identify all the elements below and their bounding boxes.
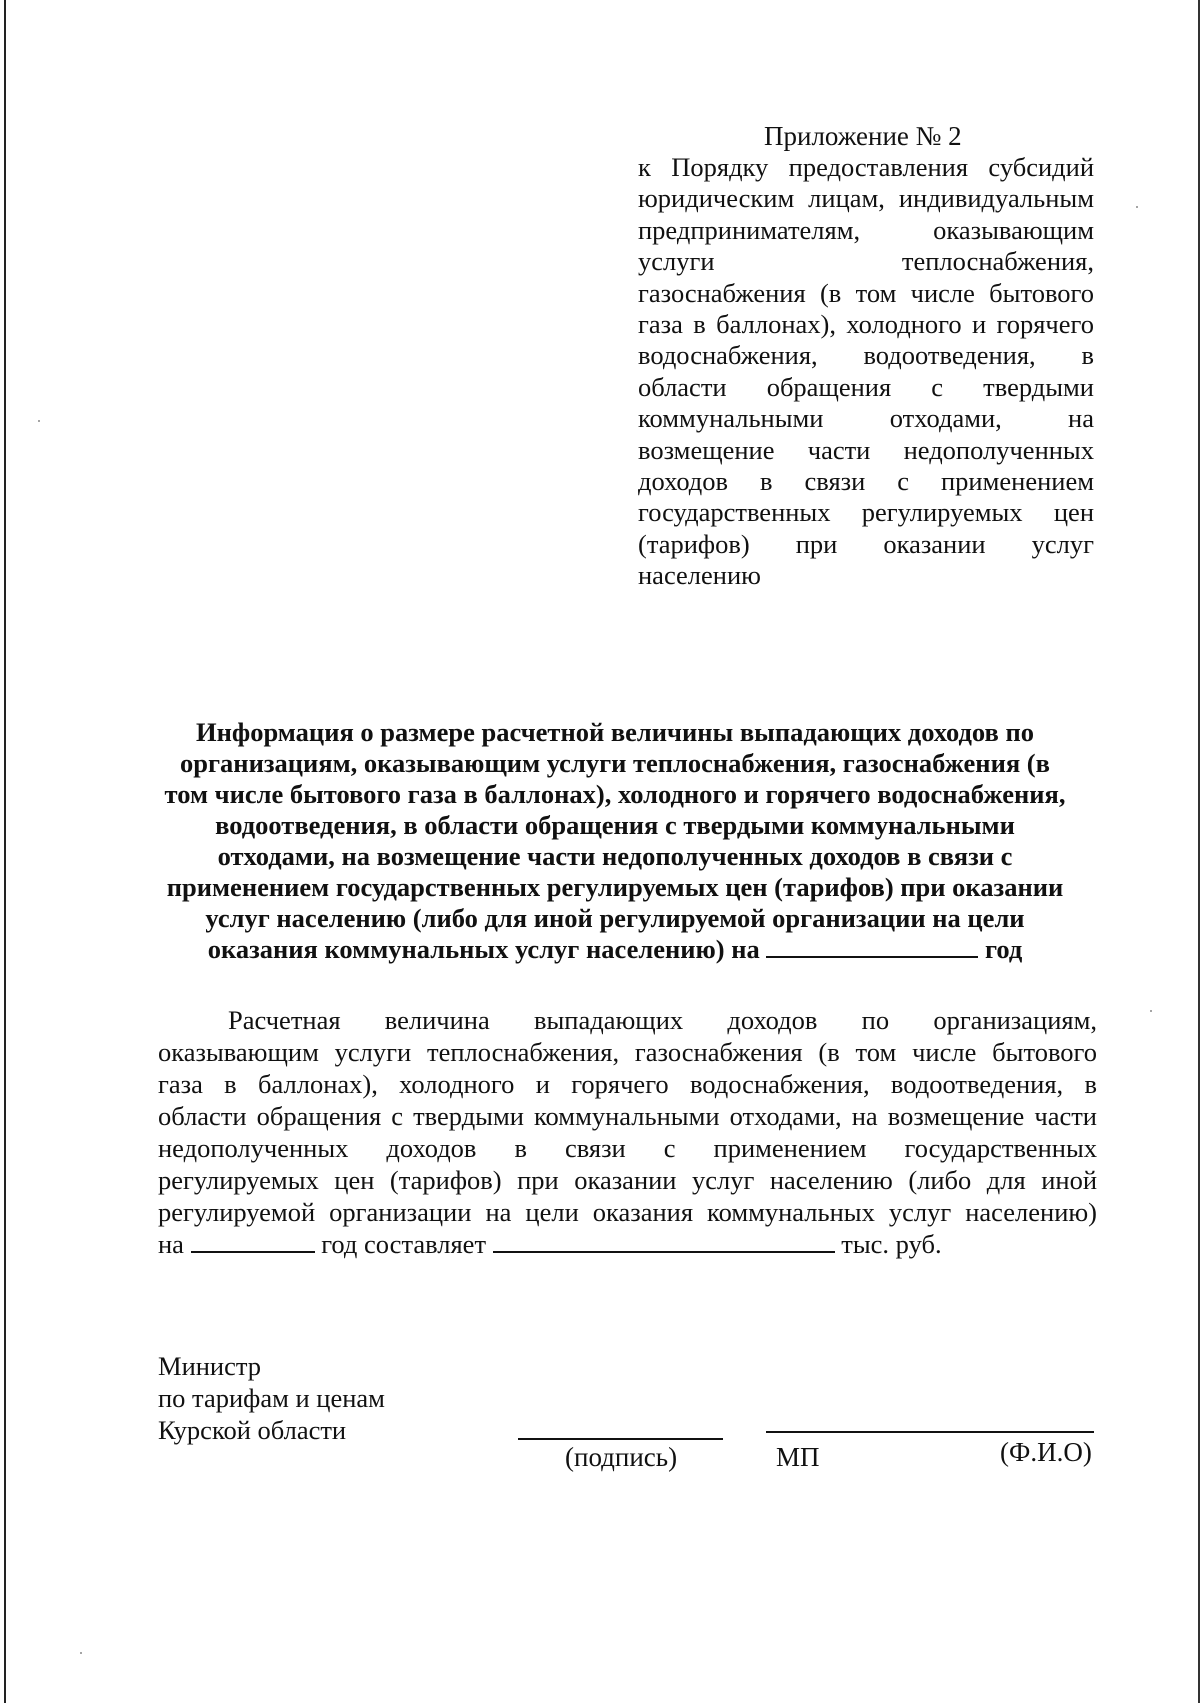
- appendix-line: области обращения с твердыми: [638, 371, 1094, 402]
- appendix-line: (тарифов) при оказании услуг: [638, 528, 1094, 559]
- paragraph-last-start: на: [158, 1229, 184, 1259]
- year-blank-field[interactable]: [191, 1229, 315, 1253]
- signer-line: Министр: [158, 1351, 262, 1381]
- appendix-line: газоснабжения (в том числе бытового: [638, 277, 1094, 308]
- appendix-line: водоснабжения, водоотведения, в: [638, 340, 1094, 371]
- scan-speck: [1150, 1010, 1152, 1012]
- appendix-line: возмещение части недополученных: [638, 434, 1094, 465]
- appendix-line: газа в баллонах), холодного и горячего: [638, 308, 1094, 339]
- appendix-line: юридическим лицам, индивидуальным: [638, 183, 1094, 214]
- appendix-line: населению: [638, 560, 761, 591]
- heading-line: применением государственных регулируемых цен (тарифов) при оказании: [166, 872, 1064, 902]
- appendix-reference: [638, 152, 1094, 591]
- appendix-line: предпринимателям, оказывающим: [638, 214, 1094, 245]
- appendix-line: государственных регулируемых цен: [638, 497, 1094, 528]
- body-paragraph: [158, 1004, 1097, 1260]
- heading-line: организациям, оказывающим услуги теплоснабжения, газоснабжения (в: [180, 748, 1050, 778]
- scan-speck: [80, 1652, 82, 1654]
- name-line[interactable]: [766, 1431, 1094, 1433]
- heading-line-last: [150, 934, 1080, 965]
- signature-label: (подпись): [565, 1442, 678, 1472]
- paragraph-line-last: [158, 1228, 1097, 1260]
- paragraph-line: регулируемой организации на цели оказания коммунальных услуг населению): [158, 1197, 1097, 1227]
- paragraph-line: недополученных доходов в связи с применением государственных: [158, 1133, 1097, 1163]
- scan-speck: [1136, 206, 1138, 208]
- signer-block: [158, 1350, 385, 1446]
- document-heading: [150, 717, 1080, 965]
- paragraph-line: газа в баллонах), холодного и горячего водоснабжения, водоотведения, в: [158, 1069, 1097, 1099]
- appendix-title: Приложение № 2: [764, 121, 962, 151]
- amount-blank-field[interactable]: [493, 1229, 835, 1253]
- paragraph-line: оказывающим услуги теплоснабжения, газоснабжения (в том числе бытового: [158, 1037, 1097, 1067]
- paragraph-last-middle: год составляет: [321, 1229, 487, 1259]
- heading-line: том числе бытового газа в баллонах), холодного и горячего водоснабжения,: [164, 779, 1066, 809]
- heading-line: водоотведения, в области обращения с твердыми коммунальными: [215, 810, 1015, 840]
- appendix-line: коммунальными отходами, на: [638, 403, 1094, 434]
- appendix-line: к Порядку предоставления субсидий: [638, 152, 1094, 182]
- heading-last-prefix: оказания коммунальных услуг населению) на: [207, 934, 760, 964]
- appendix-line: услуги теплоснабжения,: [638, 246, 1094, 277]
- stamp-label: МП: [776, 1442, 820, 1472]
- signature-line[interactable]: [518, 1438, 723, 1440]
- scan-edge-left: [4, 0, 6, 1703]
- scan-speck: [38, 420, 40, 422]
- heading-line: Информация о размере расчетной величины выпадающих доходов по: [196, 717, 1034, 747]
- paragraph-line: регулируемых цен (тарифов) при оказании услуг населению (либо для иной: [158, 1165, 1097, 1195]
- heading-line: отходами, на возмещение части недополученных доходов в связи с: [217, 841, 1013, 871]
- signer-line: Курской области: [158, 1415, 347, 1445]
- paragraph-line: Расчетная величина выпадающих доходов по организациям,: [228, 1005, 1097, 1035]
- appendix-line: доходов в связи с применением: [638, 465, 1094, 496]
- year-blank-field[interactable]: [766, 934, 978, 958]
- heading-last-suffix: год: [984, 934, 1023, 964]
- signer-line: по тарифам и ценам: [158, 1383, 385, 1413]
- name-label: (Ф.И.О): [1000, 1437, 1092, 1467]
- paragraph-last-end: тыс. руб.: [841, 1229, 942, 1259]
- heading-line: услуг населению (либо для иной регулируемой организации на цели: [205, 903, 1025, 933]
- paragraph-line: области обращения с твердыми коммунальными отходами, на возмещение части: [158, 1101, 1097, 1131]
